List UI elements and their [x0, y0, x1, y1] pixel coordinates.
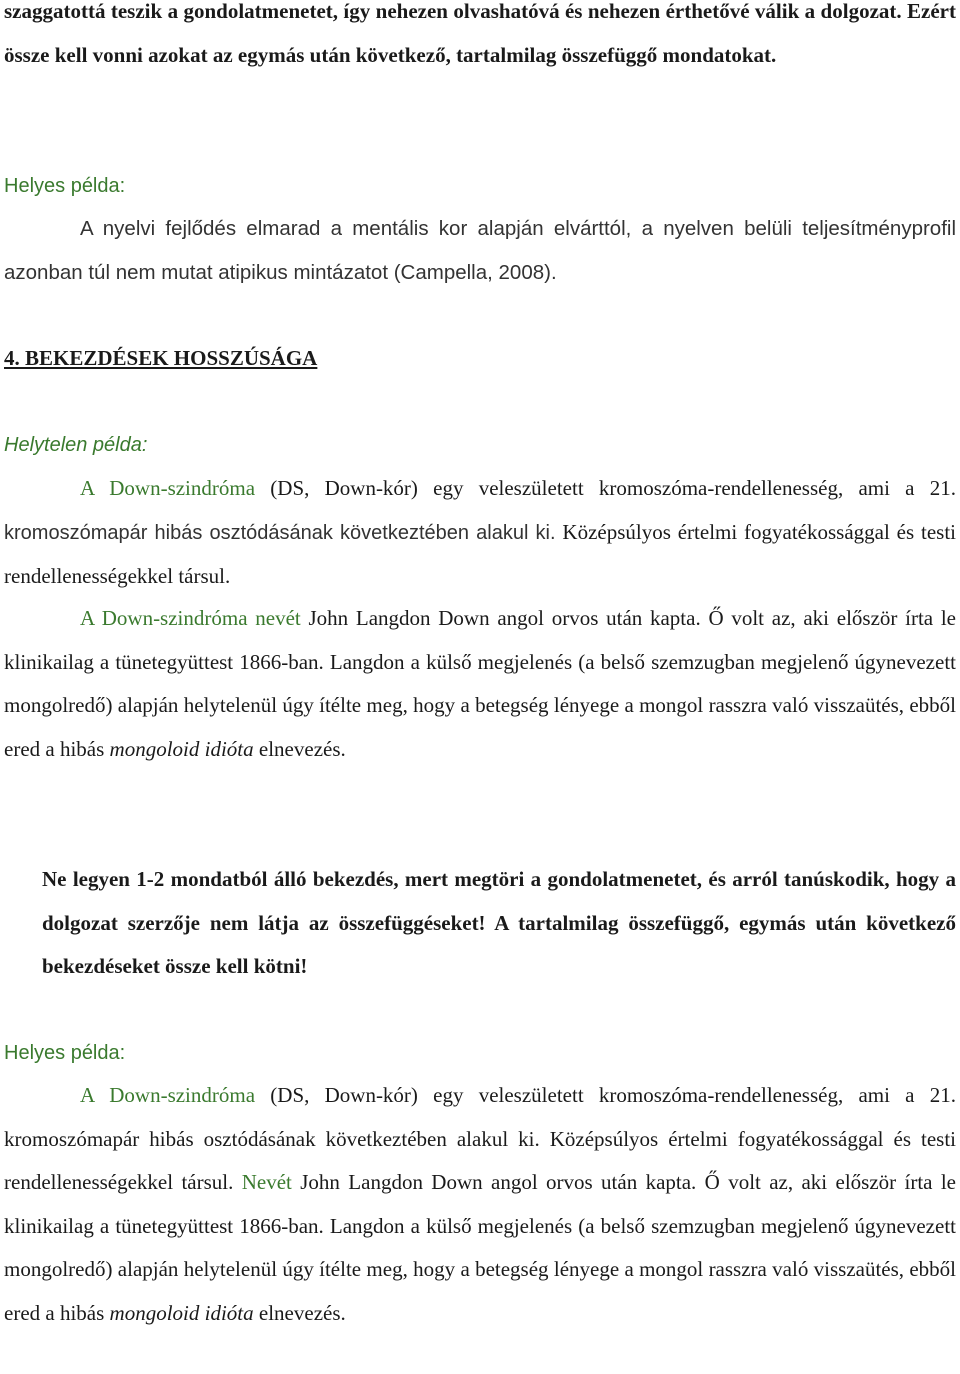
incorrect-paragraph-2 — [4, 597, 956, 771]
incorrect-paragraph-1 — [4, 467, 956, 599]
italic-text: mongoloid idióta — [109, 736, 254, 761]
correct-paragraph — [4, 1074, 956, 1335]
highlight-text: Nevét — [241, 1170, 292, 1194]
example-text-1: A nyelvi fejlődés elmarad a mentális kor alapján elvárttól, a nyelven belüli teljesítményprofil azonban túl nem mutat atipikus mintázatot (Campella, 2008). — [4, 217, 956, 284]
highlight-text: A Down-szindróma — [80, 1083, 256, 1107]
highlight-text: A Down-szindróma — [80, 476, 256, 500]
example-label-correct-2: Helyes példa: — [4, 1042, 126, 1064]
text-span: John Langdon Down angol orvos után kapta. Ő volt az, aki először írta le klinikailag a tünetegyüttest 1866-ban. Langdon a külső megjelenés (a belső szemzugban megjelenő úgynevezett mongolredő) alapján helytelenül úgy ítélte meg, hogy a betegség lényege a mongol rasszra való visszaütés, ebből ered a hibás — [4, 606, 956, 761]
example-label-incorrect: Helytelen példa: — [4, 434, 148, 456]
italic-text: mongoloid idióta — [109, 1300, 254, 1325]
intro-paragraph: szaggatottá teszik a gondolatmenetet, így nehezen olvashatóvá és nehezen érthetővé válik a dolgozat. Ezért össze kell vonni azokat az egymás után következő, tartalmilag összefüggő mondatokat. — [4, 0, 956, 67]
text-span: elnevezés. — [253, 1300, 346, 1325]
example-label-correct-1: Helyes példa: — [4, 175, 126, 197]
text-span: elnevezés. — [253, 736, 346, 761]
text-span: (DS, Down-kór) egy veleszületett kromoszóma-rendellenesség, ami a 21. — [255, 476, 956, 500]
text-span: John Langdon Down angol orvos után kapta. Ő volt az, aki először írta le klinikailag a tünetegyüttest 1866-ban. Langdon a külső megjelenés (a belső szemzugban megjelenő úgynevezett mongolredő) alapján helytelenül úgy ítélte meg, hogy a betegség lényege a mongol rasszra való visszaütés, ebből ered a hibás — [4, 1170, 957, 1325]
section-heading: 4. BEKEZDÉSEK HOSSZÚSÁGA — [4, 346, 318, 370]
rule-paragraph: Ne legyen 1-2 mondatból álló bekezdés, mert megtöri a gondolatmenetet, és arról tanúskodik, hogy a dolgozat szerzője nem látja az összefüggéseket! A tartalmilag összefüggő, egymás után következő bekezdéseket össze kell kötni! — [42, 867, 956, 978]
text-span: Középsúlyos értelmi fogyatékossággal és testi rendellenességekkel társul. — [4, 519, 956, 588]
sans-text-span: kromoszómapár hibás osztódásának következtében alakul ki. — [4, 521, 556, 544]
highlight-text: A Down-szindróma nevét — [80, 606, 301, 630]
text-span: (DS, Down-kór) egy veleszületett kromoszóma-rendellenesség, ami a 21. kromoszómapár hibás osztódásának következtében alakul ki. Középsúlyos értelmi fogyatékossággal és testi rendellenességekkel társul. — [4, 1083, 956, 1194]
